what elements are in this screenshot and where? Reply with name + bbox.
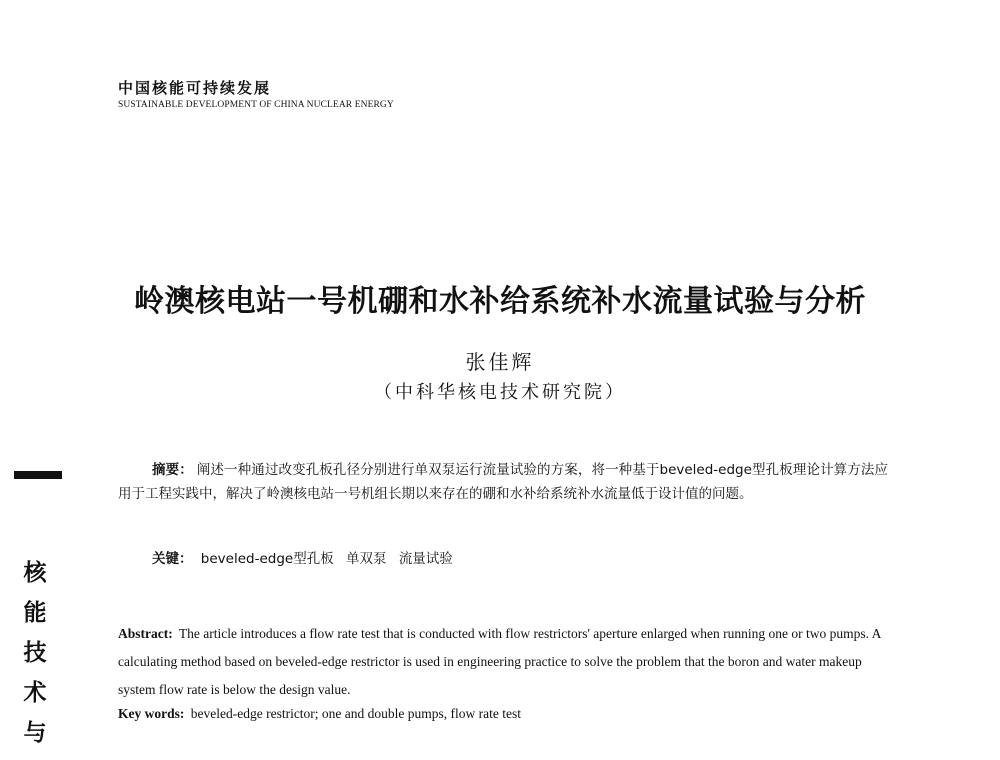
cn-abstract-text: 阐述一种通过改变孔板孔径分别进行单双泵运行流量试验的方案，将一种基于beveled-edge型孔板理论计算方法应用于工程实践中，解决了岭澳核电站一号机组长期以来存在的硼和水补给系统补水流量低于设计值的问题。: [118, 462, 888, 502]
en-abstract: [118, 620, 888, 704]
en-keywords-text: beveled-edge restrictor; one and double pumps, flow rate test: [190, 706, 522, 721]
side-tab-bar: [14, 471, 62, 479]
side-tab-char: 核: [23, 560, 47, 586]
side-tab-char: 术: [23, 680, 47, 706]
cn-abstract-paragraph: [118, 458, 888, 506]
cn-keyword: 流量试验: [398, 551, 453, 567]
cn-keyword: 单双泵: [346, 551, 387, 567]
en-abstract-text: The article introduces a flow rate test that is conducted with flow restrictors' aperture enlarged when running one or two pumps. A calculating method based on beveled-edge restrictor is used in engineering practice to solve the problem that the boron and water makeup system flow rate is below the design value.: [118, 626, 881, 697]
cn-abstract: [118, 458, 888, 506]
en-abstract-label: Abstract:: [118, 626, 173, 641]
en-keywords-label: Key words:: [118, 706, 185, 721]
cn-keywords: [152, 547, 461, 571]
en-keywords: [118, 702, 888, 726]
cn-abstract-label: 摘要：: [152, 462, 193, 478]
side-tab-char: 能: [23, 600, 47, 626]
en-abstract-paragraph: [118, 620, 888, 704]
side-tab-char: 技: [23, 640, 47, 666]
running-header-zh: 中国核能可持续发展: [118, 79, 272, 97]
running-header: [118, 79, 394, 111]
paper-affiliation: （中科华核电技术研究院）: [374, 382, 626, 403]
side-tab-char: 与: [23, 720, 47, 746]
running-header-en: SUSTAINABLE DEVELOPMENT OF CHINA NUCLEAR ENERGY: [118, 100, 394, 110]
paper-author: 张佳辉: [465, 350, 535, 374]
side-tab-title: [22, 553, 48, 753]
paper-title: 岭澳核电站一号机硼和水补给系统补水流量试验与分析: [134, 284, 866, 319]
cn-keyword: beveled-edge型孔板: [200, 551, 334, 567]
cn-keywords-label: 关键：: [152, 551, 193, 567]
